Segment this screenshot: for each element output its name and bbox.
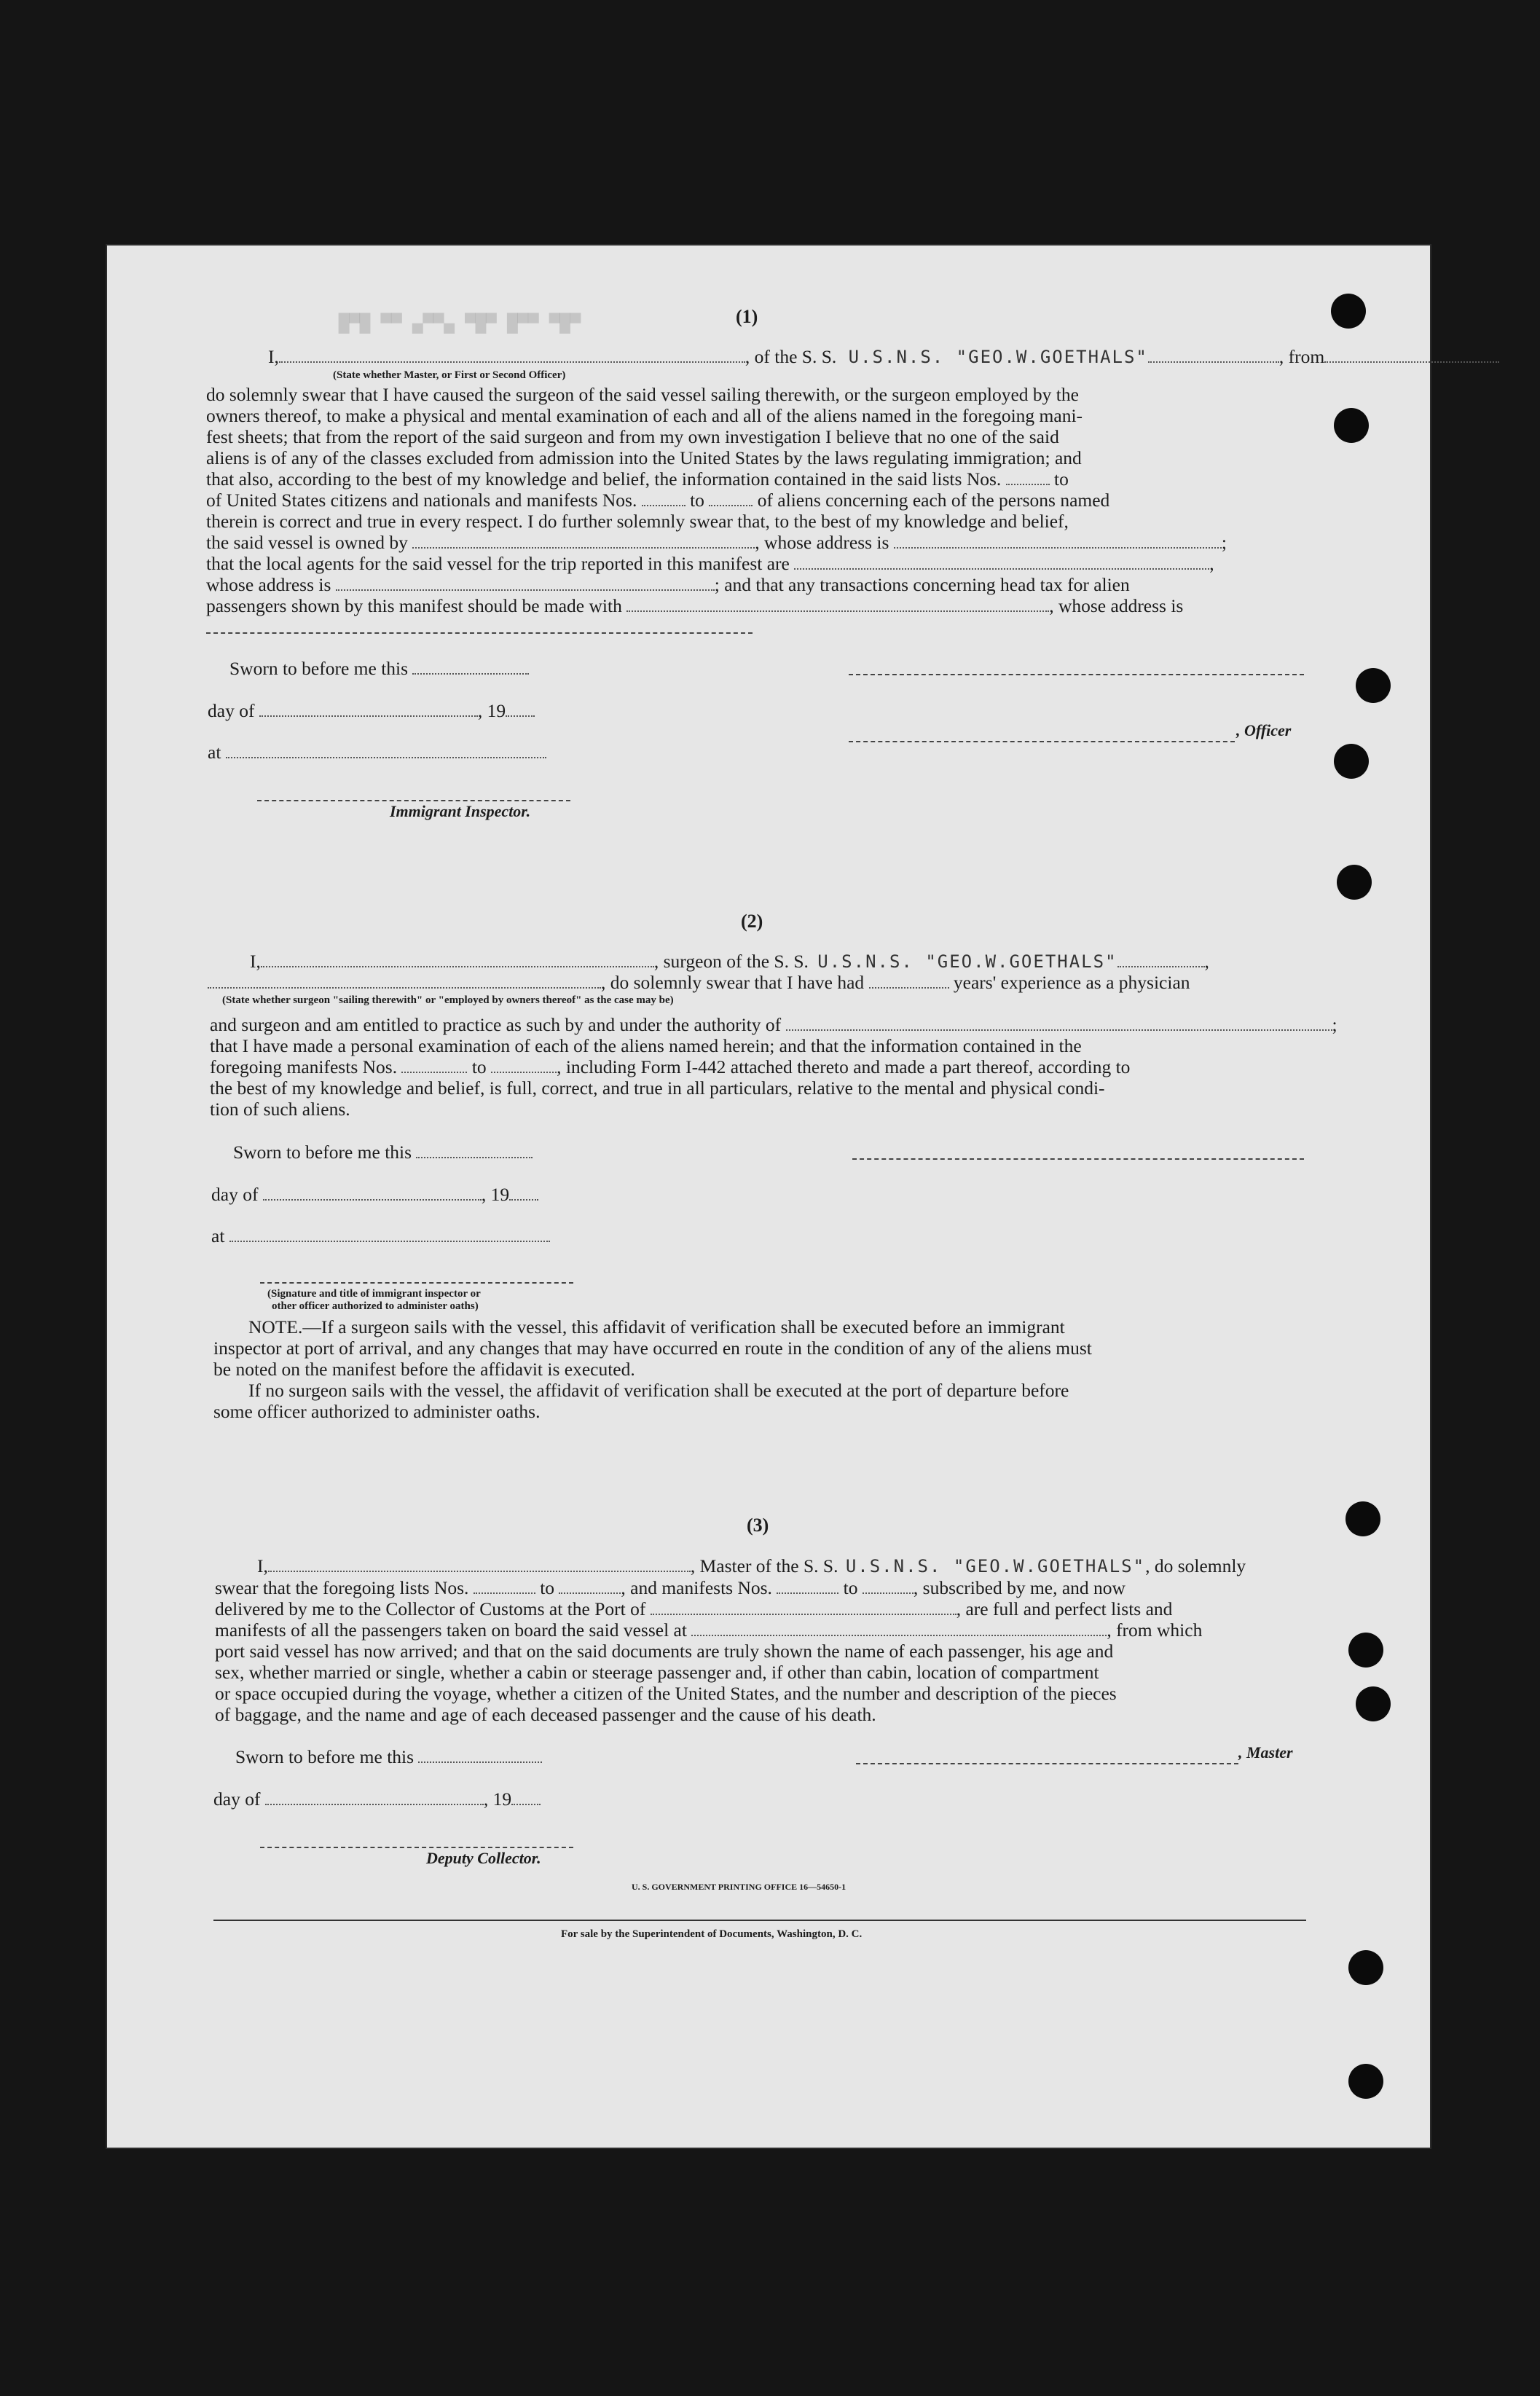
s2-day-of: day of , 19: [211, 1184, 538, 1206]
s3-deputy-title: Deputy Collector.: [426, 1849, 541, 1867]
punch-hole: [1331, 294, 1366, 329]
s2-experience-line: , do solemnly swear that I have had years' experience as a physician: [208, 972, 1190, 994]
s3-day-of: day of , 19: [213, 1788, 541, 1810]
s2-signature-caption-1: (Signature and title of immigrant inspector or: [267, 1288, 481, 1300]
s1-day-of: day of , 19: [208, 700, 535, 722]
s1-affidavit-text: do solemnly swear that I have caused the surgeon of the said vessel sailing therewith, or the surgeon employed by the owners thereof, to make a physical and mental examination of each and all of the aliens named in the foregoing mani- fest sheets; that from the report of the said surgeon and from my own investigation I believe that no one of the said aliens is of any of the classes excluded from admission into the United States by the laws regulating immigration; and that also, according to the best of my knowledge and belief, the information contained in the said lists Nos. to of United States citizens and nationals and manifests Nos. to of aliens concerning each of the persons named therein is correct and true in every respect. I do further solemnly swear that, to the best of my knowledge and belief, the said vessel is owned by , whose address is ; that the local agents for the said vessel for the trip reported in this manifest are , whose address is ; and that any transactions concerning head tax for alien passengers shown by this manifest should be made with , whose address is: [206, 384, 1227, 616]
s2-at: at: [211, 1225, 550, 1247]
s2-surgeon-caption: (State whether surgeon "sailing therewith" or "employed by owners thereof" as the case may be): [222, 994, 674, 1006]
s3-master-line: I, , Master of the S. S. U.S.N.S. "GEO.W.GOETHALS", do solemnly: [257, 1555, 1246, 1576]
s2-sworn: Sworn to before me this: [233, 1142, 533, 1163]
sale-notice: For sale by the Superintendent of Documents, Washington, D. C.: [561, 1928, 863, 1940]
s2-signature-caption-2: other officer authorized to administer oaths): [272, 1300, 479, 1312]
section-3-number: (3): [747, 1515, 769, 1536]
s1-sworn: Sworn to before me this: [229, 658, 529, 680]
ship-name: U.S.N.S. "GEO.W.GOETHALS": [817, 951, 1117, 972]
s2-affidavit-text: and surgeon and am entitled to practice as such by and under the authority of ; that I have made a personal examination of each of the aliens named herein; and that the information contained in the foregoing manifests Nos. to , including Form I-442 attached thereto and made a part thereof, according to the best of my knowledge and belief, is full, correct, and true in all particulars, relative to the mental and physical condi- tion of such aliens.: [210, 1014, 1337, 1120]
s1-at: at: [208, 742, 546, 763]
ship-name: U.S.N.S. "GEO.W.GOETHALS": [845, 1556, 1146, 1576]
form-page: [106, 244, 1431, 2149]
footer-rule: [213, 1920, 1306, 1921]
punch-hole: [1348, 2064, 1383, 2099]
s1-officer-caption: (State whether Master, or First or Second Officer): [333, 369, 566, 381]
s1-officer-signature: , Officer: [1236, 721, 1292, 739]
s1-oath-line: I, , of the S. S. U.S.N.S. "GEO.W.GOETHALS" , from: [268, 346, 1499, 368]
punch-hole: [1334, 744, 1369, 779]
section-2-number: (2): [741, 911, 763, 932]
ship-name: U.S.N.S. "GEO.W.GOETHALS": [848, 347, 1148, 367]
s1-inspector-title: Immigrant Inspector.: [390, 802, 531, 820]
gpo-imprint: U. S. GOVERNMENT PRINTING OFFICE 16—54650-1: [632, 1882, 846, 1892]
s2-surgeon-line: I, , surgeon of the S. S. U.S.N.S. "GEO.W.GOETHALS" ,: [250, 951, 1209, 972]
punch-hole: [1348, 1950, 1383, 1985]
s3-affidavit-text: swear that the foregoing lists Nos. to , and manifests Nos. to , subscribed by me, and now delivered by me to the Collector of Customs at the Port of , are full and perfect lists and manifests of all the passengers taken on board the said vessel at , from which port said vessel has now arrived; and that on the said documents are truly shown the name of each passenger, his age and sex, whether married or single, whether a cabin or steerage passenger and, if other than cabin, location of compartment or space occupied during the voyage, whether a citizen of the United States, and the number and description of the pieces of baggage, and the name and age of each deceased passenger and the cause of his death.: [215, 1577, 1203, 1725]
s2-note: NOTE.—If a surgeon sails with the vessel, this affidavit of verification shall be executed before an immigrant inspector at port of arrival, and any changes that may have occurred en route in the condition of any of the aliens must be noted on the manifest before the affidavit is executed. If no surgeon sails with the vessel, the affidavit of verification shall be executed at the port of departure before some officer authorized to administer oaths.: [213, 1316, 1092, 1422]
punch-hole: [1345, 1501, 1380, 1536]
section-1-number: (1): [736, 306, 758, 327]
bleed-through-text: █▀█ ▀▀ ▄▀▀▄ ▀█▀ █▀▀ ▀█▀: [339, 313, 581, 334]
s3-master-signature: , Master: [1238, 1743, 1293, 1761]
s3-sworn: Sworn to before me this: [235, 1746, 542, 1768]
punch-hole: [1337, 865, 1372, 900]
punch-hole: [1356, 668, 1391, 703]
